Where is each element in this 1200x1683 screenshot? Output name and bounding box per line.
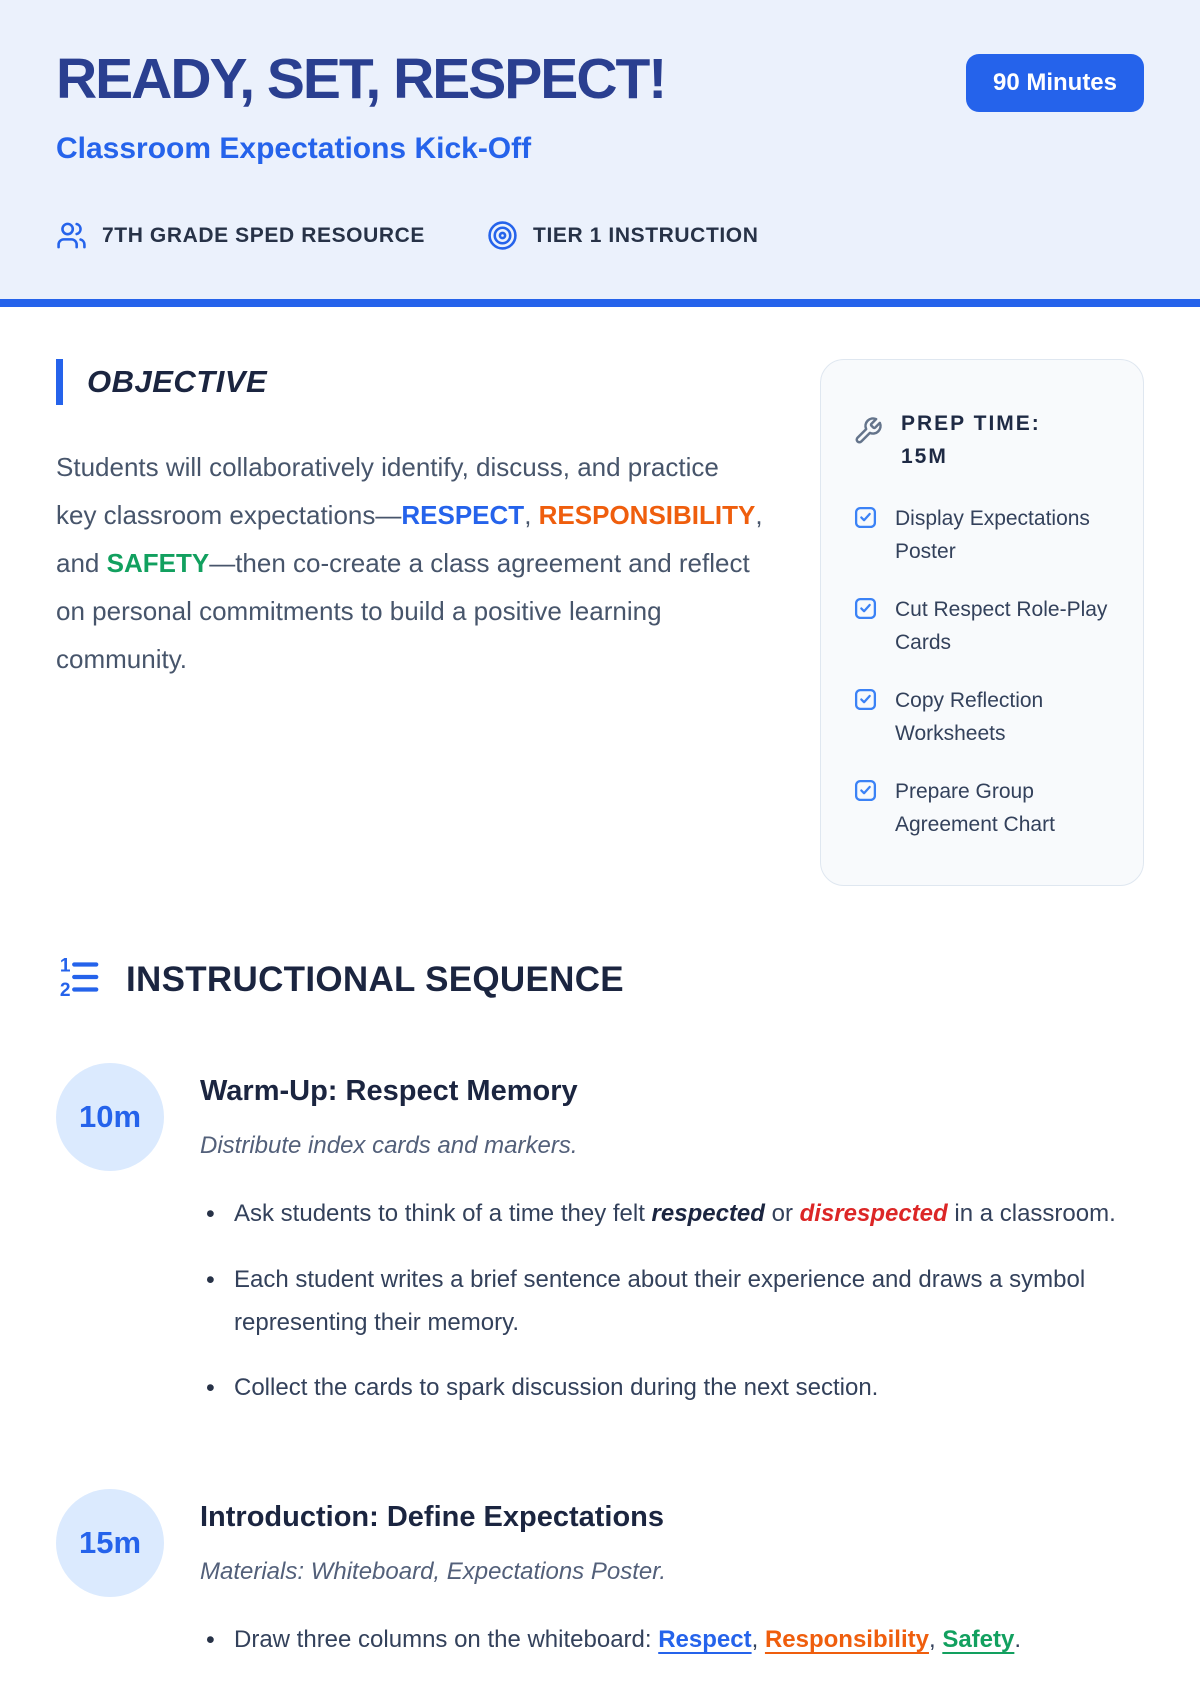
link-green-text-link[interactable]: Safety: [942, 1626, 1015, 1654]
text-segment: .: [1014, 1626, 1022, 1654]
text-segment: —then co-create a class agreement and reflect on personal commitments to build a positive learning community.: [56, 548, 750, 675]
text-segment: Each student writes a brief sentence about their experience and draws a symbol representing their memory.: [234, 1265, 1086, 1336]
objective-paragraph: [56, 443, 766, 683]
link-orange-text-link[interactable]: Responsibility: [764, 1626, 929, 1654]
step-duration-badge: 10m: [56, 1063, 164, 1171]
step-bullet: [200, 1618, 1021, 1661]
text-segment: ,: [524, 500, 539, 531]
page-title: READY, SET, RESPECT!: [56, 47, 666, 111]
svg-text:2: 2: [59, 980, 71, 1001]
prep-checklist-item: [853, 594, 1111, 659]
step-duration-badge: 15m: [56, 1489, 164, 1597]
wrench-icon: [853, 408, 883, 451]
highlight-em-dark-text: respected: [651, 1200, 765, 1228]
sequence-title: INSTRUCTIONAL SEQUENCE: [126, 959, 624, 999]
text-segment: or: [764, 1200, 800, 1228]
users-icon: [56, 220, 87, 251]
step-bullet: [200, 1366, 1144, 1409]
sequence-step: [56, 1489, 1144, 1683]
lesson-body: [0, 307, 1200, 1683]
objective-accent-bar: [56, 359, 63, 405]
step-note: Distribute index cards and markers.: [200, 1132, 578, 1160]
sequence-step: [56, 1063, 1144, 1431]
prep-item-label: Display Expectations Poster: [895, 507, 1090, 563]
text-segment: Collect the cards to spark discussion during the next section.: [234, 1374, 879, 1402]
prep-checklist-item: [853, 503, 1111, 568]
prep-item-label: Prepare Group Agreement Chart: [895, 780, 1055, 836]
page-subtitle: Classroom Expectations Kick-Off: [56, 132, 532, 165]
step-title: Introduction: Define Expectations: [200, 1501, 665, 1534]
check-square-icon: [853, 503, 878, 535]
text-segment: Draw three columns on the whiteboard:: [234, 1626, 659, 1654]
prep-time-title: PREP TIME: 15M: [901, 412, 1041, 468]
prep-item-label: Cut Respect Role-Play Cards: [895, 598, 1108, 654]
meta-tier: [487, 220, 758, 251]
meta-tier-label: TIER 1 INSTRUCTION: [533, 223, 759, 247]
sequence-steps: [56, 1063, 1144, 1683]
duration-badge: 90 Minutes: [966, 54, 1144, 112]
ordered-list-icon: [56, 954, 102, 1005]
meta-row: [56, 220, 1144, 251]
highlight-em-red-text: disrespected: [799, 1200, 948, 1228]
link-blue-text-link[interactable]: Respect: [658, 1626, 752, 1654]
text-segment: , and: [56, 500, 763, 579]
prep-time-card: [820, 359, 1144, 886]
check-square-icon: [853, 776, 878, 808]
highlight-green-text: SAFETY: [106, 548, 210, 579]
prep-card-header: [853, 408, 1111, 473]
highlight-blue-text: RESPECT: [401, 500, 525, 531]
step-bullet-list: [200, 1192, 1144, 1409]
text-segment: Students will collaboratively identify, discuss, and practice key classroom expectations—: [56, 452, 719, 531]
sequence-heading: [56, 954, 1144, 1005]
text-segment: Ask students to think of a time they felt: [234, 1200, 652, 1228]
step-bullet: [200, 1258, 1144, 1344]
objective-heading: [56, 359, 766, 405]
target-icon: [487, 220, 518, 251]
step-bullet: [200, 1192, 1144, 1235]
meta-grade-level: [56, 220, 425, 251]
highlight-orange-text: RESPONSIBILITY: [538, 500, 756, 531]
prep-checklist-item: [853, 776, 1111, 841]
step-bullet-list: [200, 1618, 1021, 1661]
objective-title: OBJECTIVE: [87, 364, 268, 399]
text-segment: in a classroom.: [947, 1200, 1116, 1228]
step-title: Warm-Up: Respect Memory: [200, 1075, 578, 1108]
svg-text:1: 1: [59, 955, 71, 977]
prep-item-label: Copy Reflection Worksheets: [895, 689, 1044, 745]
text-segment: ,: [751, 1626, 765, 1654]
prep-checklist-item: [853, 685, 1111, 750]
prep-checklist: [853, 503, 1111, 841]
check-square-icon: [853, 685, 878, 717]
meta-grade-label: 7TH GRADE SPED RESOURCE: [102, 223, 426, 247]
check-square-icon: [853, 594, 878, 626]
text-segment: ,: [928, 1626, 943, 1654]
step-note: Materials: Whiteboard, Expectations Poster.: [200, 1558, 666, 1586]
lesson-header: [0, 0, 1200, 307]
